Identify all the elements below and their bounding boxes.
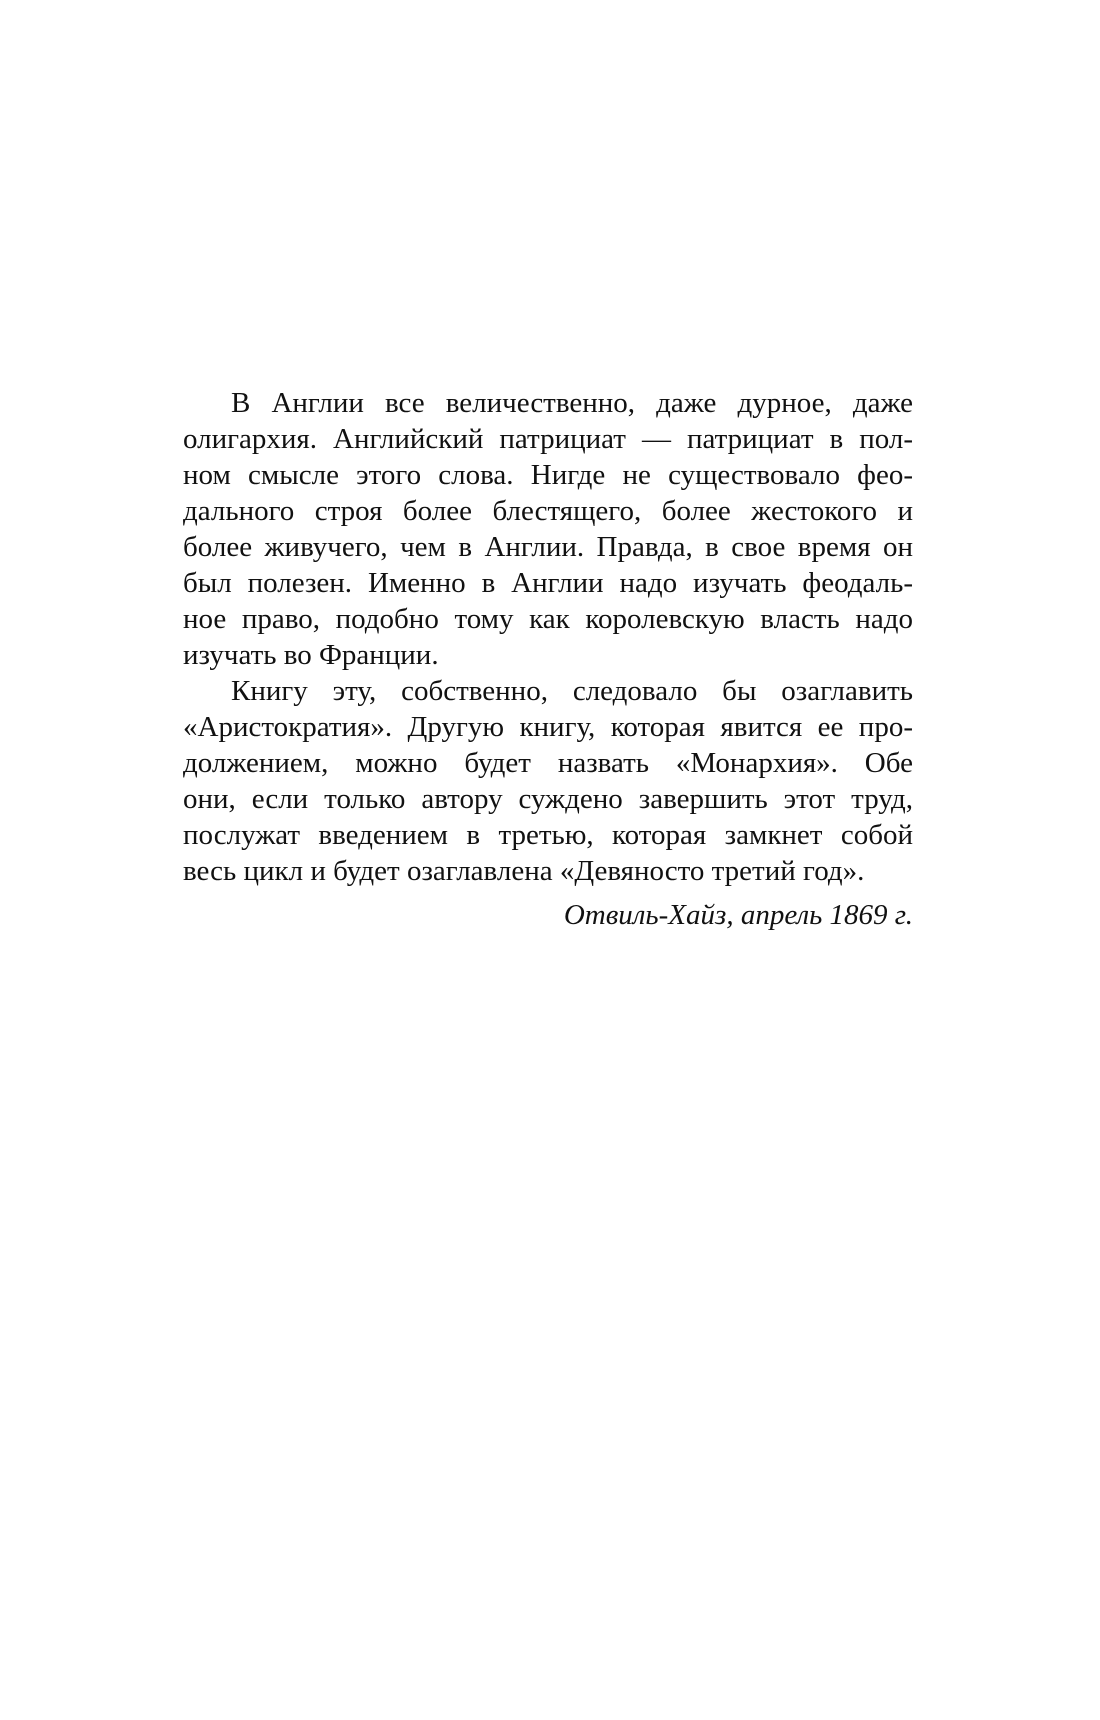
preface-text bbox=[183, 385, 913, 933]
text-line: «Аристократия». Другую книгу, которая явится ее про- bbox=[183, 711, 913, 743]
text-line: должением, можно будет назвать «Монархия». Обе bbox=[183, 747, 913, 779]
text-line: весь цикл и будет озаглавлена «Девяносто третий год». bbox=[183, 855, 865, 887]
text-line: ном смысле этого слова. Нигде не существовало фео- bbox=[183, 459, 913, 491]
text-line: дального строя более блестящего, более жестокого и bbox=[183, 495, 913, 527]
text-line: изучать во Франции. bbox=[183, 639, 439, 671]
text-line: Книгу эту, собственно, следовало бы озаглавить bbox=[231, 675, 913, 707]
text-line: ное право, подобно тому как королевскую власть надо bbox=[183, 603, 913, 635]
text-line: они, если только автору суждено завершить этот труд, bbox=[183, 783, 913, 815]
text-line: олигархия. Английский патрициат — патрициат в пол- bbox=[183, 423, 913, 455]
text-line: более живучего, чем в Англии. Правда, в свое время он bbox=[183, 531, 913, 563]
text-line: В Англии все величественно, даже дурное, даже bbox=[231, 387, 913, 419]
signature-place-date: Отвиль-Хайз, апрель 1869 г. bbox=[563, 899, 913, 931]
paragraph-england bbox=[183, 385, 913, 673]
text-line: был полезен. Именно в Англии надо изучать феодаль- bbox=[183, 567, 913, 599]
paragraph-book-title bbox=[183, 673, 913, 889]
text-line: послужат введением в третью, которая замкнет собой bbox=[183, 819, 913, 851]
